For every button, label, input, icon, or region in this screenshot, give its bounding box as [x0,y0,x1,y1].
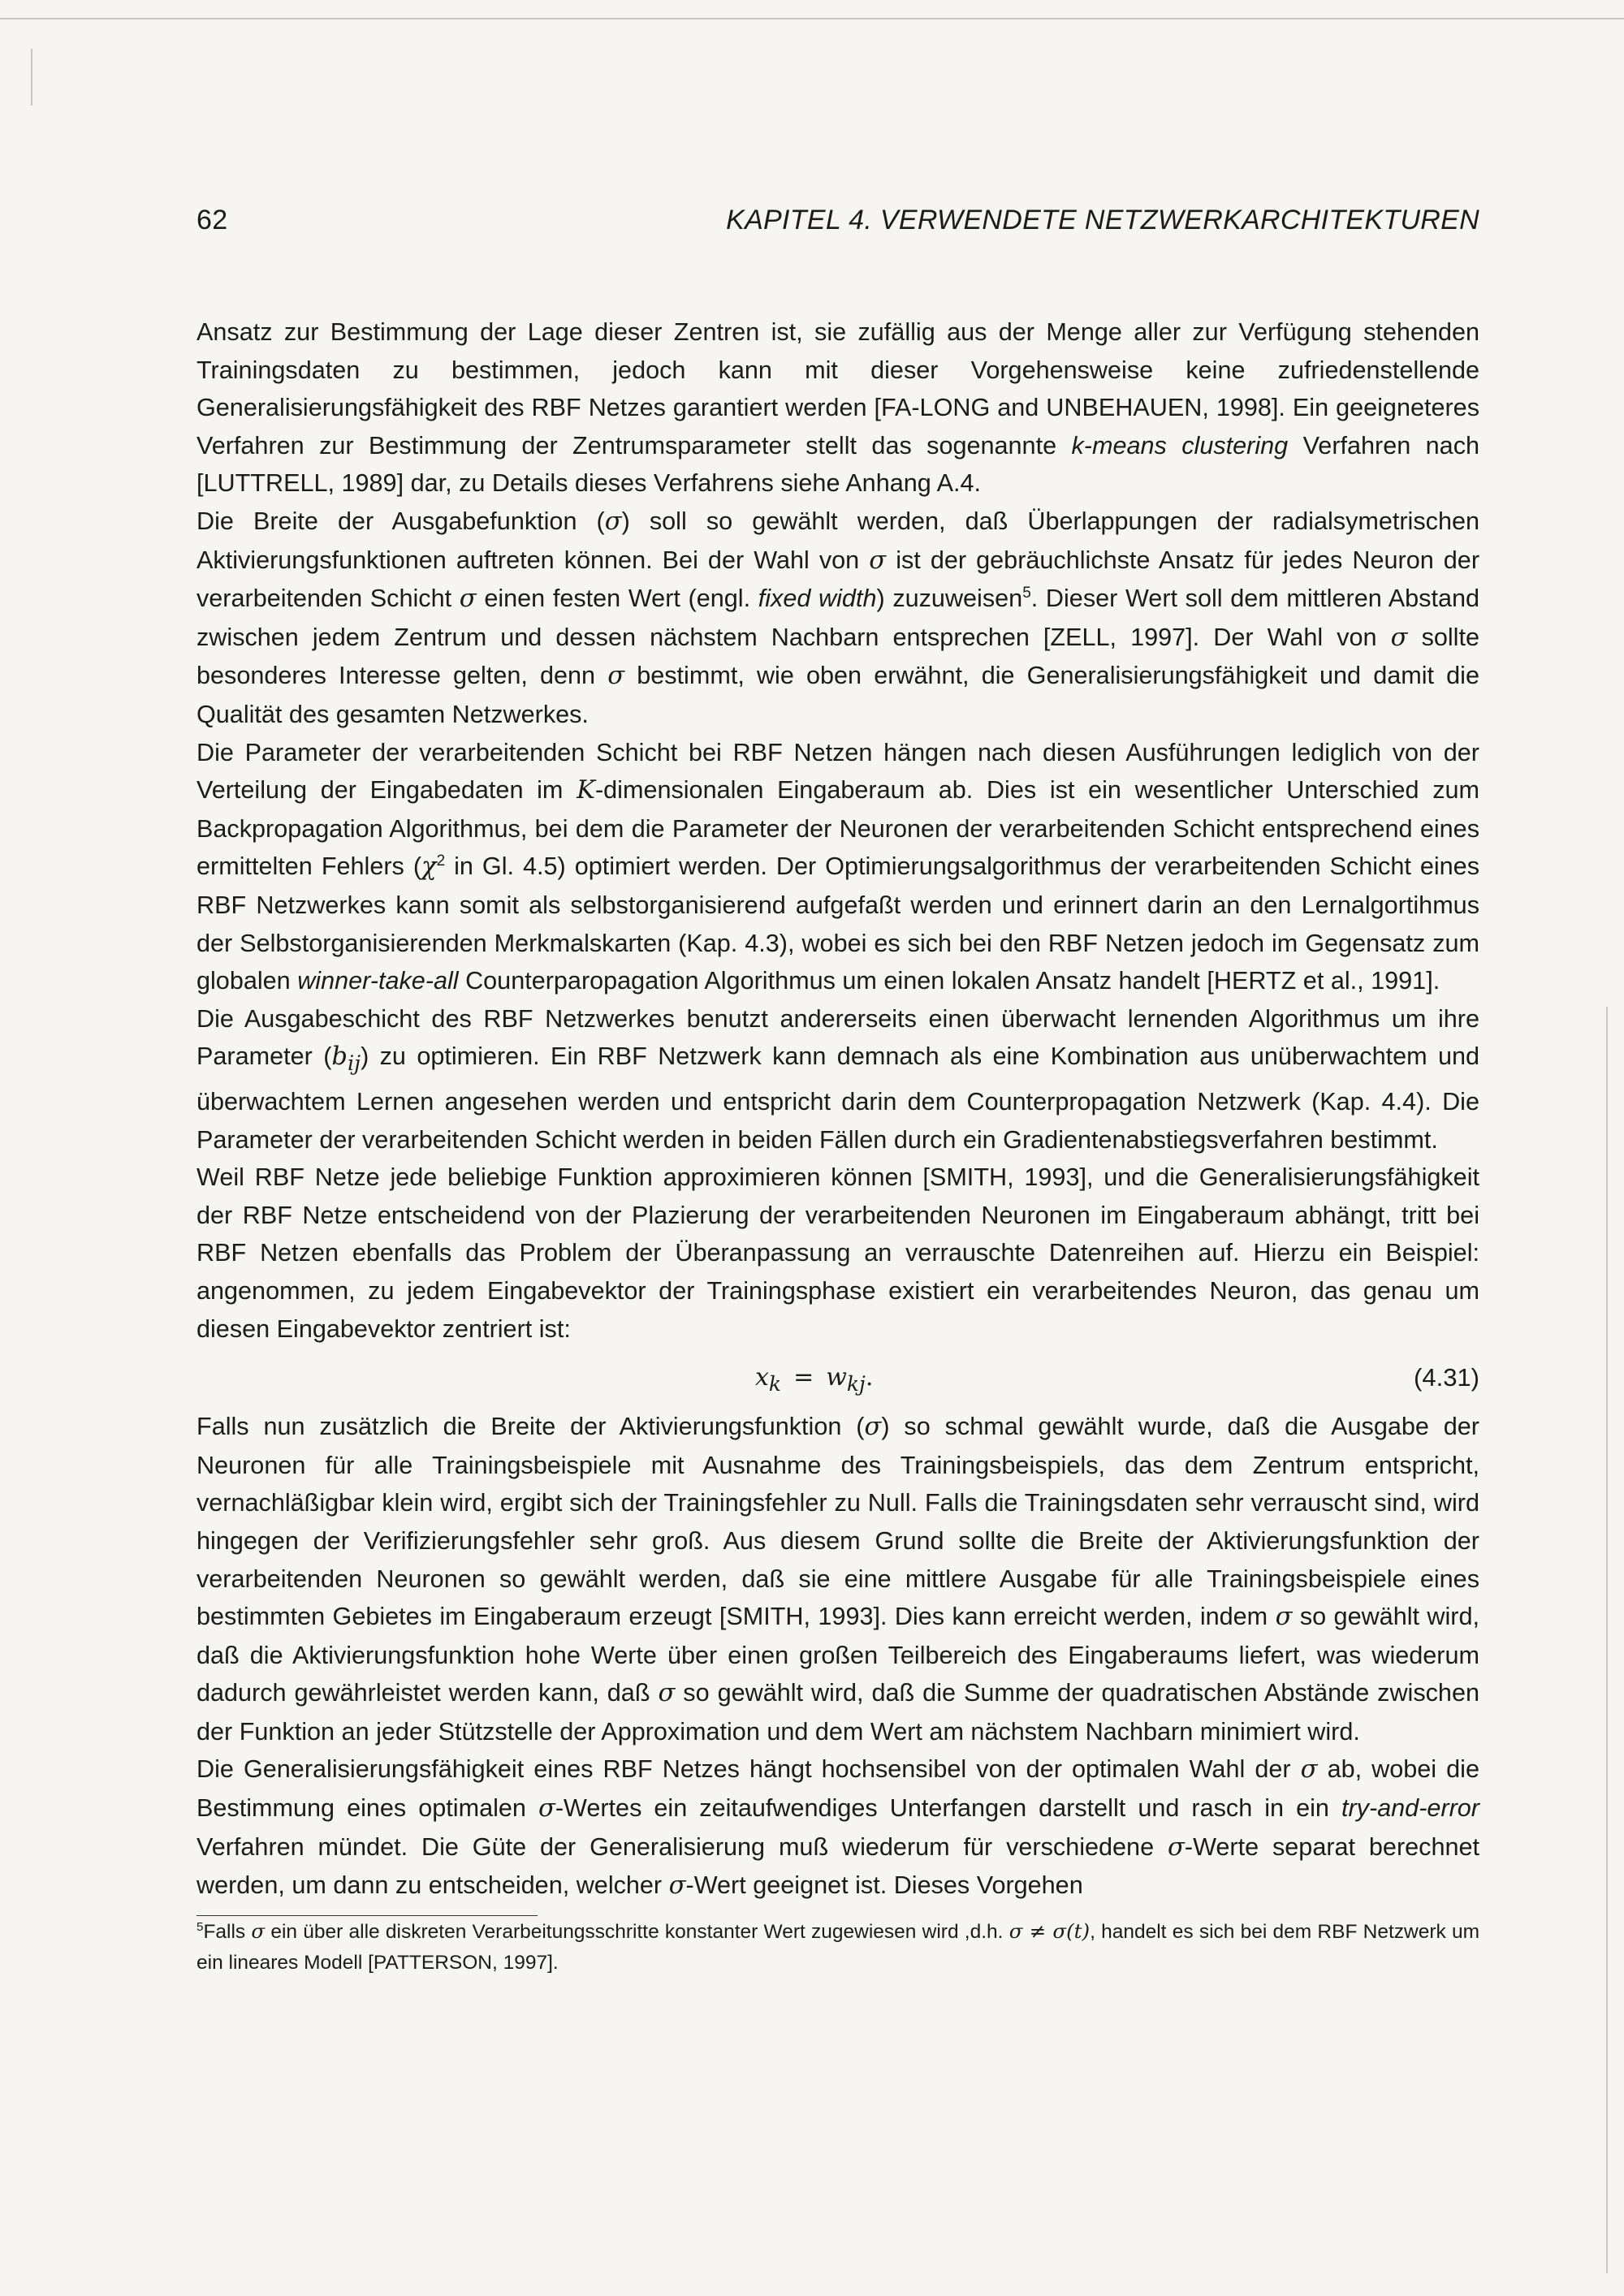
running-head [197,205,1479,236]
footnote-reference: 5 [1022,584,1031,602]
scan-left-mark [31,49,32,106]
equation-number: (4.31) [1414,1363,1479,1392]
equation-formula: $x_k$ = $w_{kj}$. [755,1363,874,1396]
paragraph-sensitivity: Die Generalisierungsfähigkeit eines RBF Netzes hängt hochsensibel von der optimalen Wahl der σ ab, wobei die Bestimmung eines optimalen σ-Wertes ein zeitaufwendiges Unterfangen darstellt und rasch in ein try-and-error Verfahren mündet. Die Güte der Generalisierung muß wiederum für verschiedene σ-Werte separat berechnet werden, um dann zu entscheiden, welcher σ-Wert geeignet ist. Dieses Vorgehen [197,1755,1479,1901]
paragraph-output-layer: Die Ausgabeschicht des RBF Netzwerkes benutzt andererseits einen überwacht lernenden Algorithmus um ihre Parameter $(b_{ij})$ zu optimieren. Ein RBF Netzwerk kann demnach als eine Kombination aus unüberwachtem und überwachtem Lernen angesehen werden und entspricht darin dem Counterpropagation Netzwerk (Kap. 4.4). Die Parameter der verarbeitenden Schicht werden in beiden Fällen durch ein Gradientenabstiegsverfahren bestimmt. [197,1004,1480,1154]
paragraph-centers: Ansatz zur Bestimmung der Lage dieser Zentren ist, sie zufällig aus der Menge aller zur Verfügung stehenden Trainingsdaten zu bestimmen, jedoch kann mit dieser Vorgehensweise keine zufriedenstellende Generalisierungsfähigkeit des RBF Netzes garantiert werden [FA-LONG and UNBEHAUEN, 1998]. Ein geeigneteres Verfahren zur Bestimmung der Zentrumsparameter stellt das sogenannte k-means clustering Verfahren nach [LUTTRELL, 1989] dar, zu Details dieses Verfahrens siehe Anhang A.4. [197,318,1480,498]
term-try-and-error: try-and-error [1341,1794,1479,1823]
equation-4-31 [197,1354,1479,1400]
footnote-5: $^5$Falls σ ein über alle diskreten Verarbeitungsschritte konstanter Wert zugewiesen wird ,d.h. σ ≠ σ(t), handelt es sich bei dem RBF Netzwerk um ein lineares Modell [PATTERSON, 1997]. [197,1918,1479,1974]
document-page [197,205,1479,1979]
term-k-means: k-means clustering [1071,431,1289,460]
paragraph-narrow-width: Falls nun zusätzlich die Breite der Aktivierungsfunktion (σ) so schmal gewählt wurde, daß die Ausgabe der Neuronen für alle Trainingsbeispiele mit Ausnahme des Trainingsbeispiels, das dem Zentrum entspricht, vernachläßigbar klein wird, ergibt sich der Trainingsfehler zu Null. Falls die Trainingsdaten sehr verrauscht sind, wird hingegen der Verifizierungsfehler sehr groß. Aus diesem Grund sollte die Breite der Aktivierungsfunktion der verarbeitenden Neuronen so gewählt werden, daß sie eine mittlere Ausgabe für alle Trainingsbeispiele eines bestimmten Gebietes im Eingaberaum erzeugt [SMITH, 1993]. Dies kann erreicht werden, indem σ so gewählt wird, daß die Aktivierungsfunktion hohe Werte über einen großen Teilbereich des Eingaberaums liefert, was wiederum dadurch gewährleistet werden kann, daß σ so gewählt wird, daß die Summe der quadratischen Abstände zwischen der Funktion an jeder Stützstelle der Approximation und dem Wert am nächstem Nachbarn minimiert wird. [197,1413,1479,1746]
term-winner-take-all: winner-take-all [297,967,459,995]
scan-right-edge [1606,1007,1608,2273]
paragraph-parameters: Die Parameter der verarbeitenden Schicht bei RBF Netzen hängen nach diesen Ausführungen lediglich von der Verteilung der Eingabedaten im K-dimensionalen Eingaberaum ab. Dies ist ein wesentlicher Unterschied zum Backpropagation Algorithmus, bei dem die Parameter der Neuronen der verarbeitenden Schicht entsprechend eines ermittelten Fehlers ($\chi^2$ in Gl. 4.5) optimiert werden. Der Optimierungsalgorithmus der verarbeitenden Schicht eines RBF Netzwerkes kann somit als selbstorganisierend aufgefaßt werden und erinnert darin an den Lernalgortihmus der Selbstorganisierenden Merkmalskarten (Kap. 4.3), wobei es sich bei den RBF Netzen jedoch im Gegensatz zum globalen winner-take-all Counterparopagation Algorithmus um einen lokalen Ansatz handelt [HERTZ et al., 1991]. [197,738,1479,995]
scan-top-edge [0,18,1624,19]
chapter-title: KAPITEL 4. VERWENDETE NETZWERKARCHITEKTUREN [726,205,1479,235]
body-text [197,313,1479,1979]
paragraph-overfitting: Weil RBF Netze jede beliebige Funktion approximieren können [SMITH, 1993], und die Generalisierungsfähigkeit der RBF Netze entscheidend von der Plazierung der verarbeitenden Neuronen im Eingaberaum abhängt, tritt bei RBF Netzen ebenfalls das Problem der Überanpassung an verrauschte Datenreihen auf. Hierzu ein Beispiel: angenommen, zu jedem Eingabevektor der Trainingsphase existiert ein verarbeitendes Neuron, das genau um diesen Eingabevektor zentriert ist: [197,1163,1479,1343]
footnote-mark: 5 [197,1919,204,1934]
term-fixed-width: fixed width [758,585,877,613]
page-number: 62 [197,205,228,235]
paragraph-width: Die Breite der Ausgabefunktion (σ) soll so gewählt werden, daß Überlappungen der radialsymetrischen Aktivierungsfunktionen auftreten können. Bei der Wahl von σ ist der gebräuchlichste Ansatz für jedes Neuron der verarbeitenden Schicht σ einen festen Wert (engl. fixed width) zuzuweisen$^5$. Dieser Wert soll dem mittleren Abstand zwischen jedem Zentrum und dessen nächstem Nachbarn entsprechen [ZELL, 1997]. Der Wahl von σ sollte besonderes Interesse gelten, denn σ bestimmt, wie oben erwähnt, die Generalisierungsfähigkeit und damit die Qualität des gesamten Netzwerkes. [197,507,1480,728]
